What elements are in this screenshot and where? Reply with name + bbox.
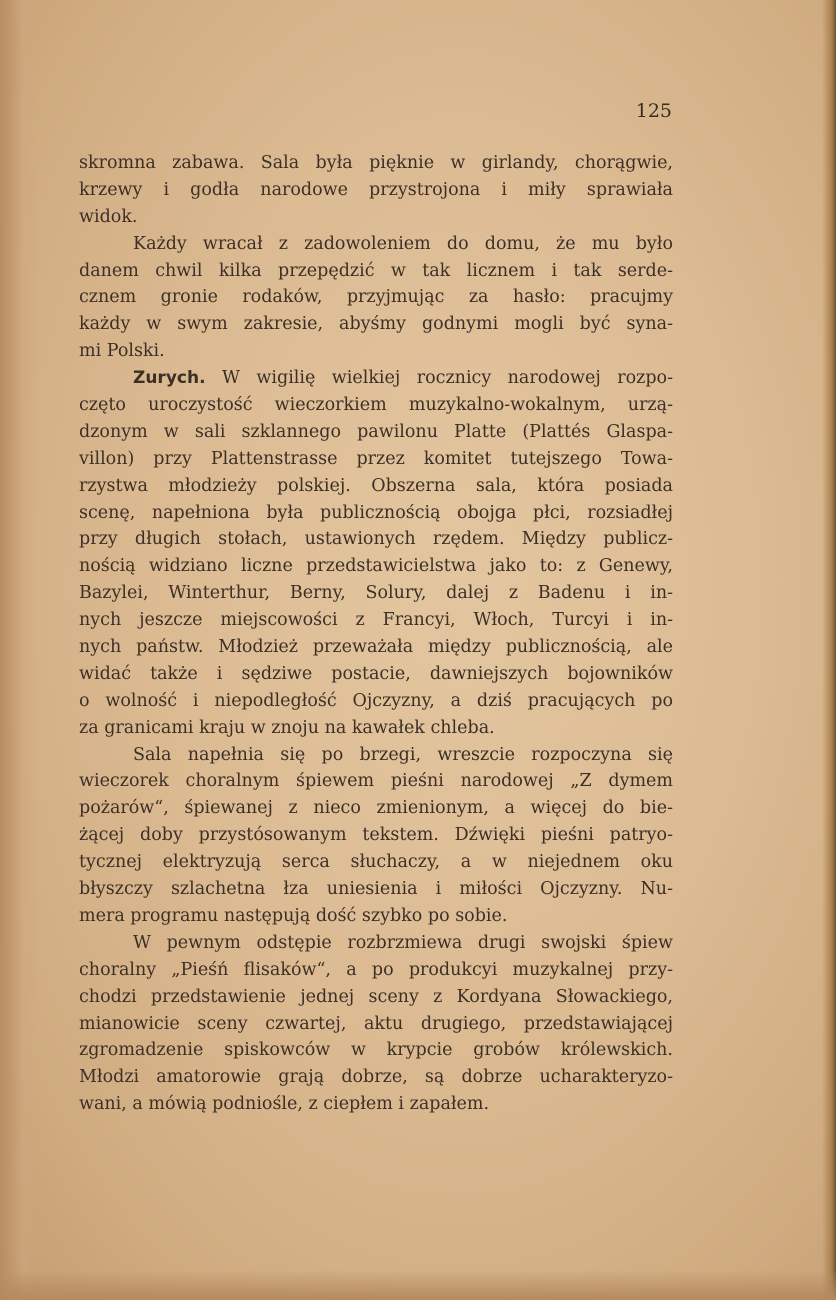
text-line: mianowicie sceny czwartej, aktu drugiego, przedstawiającej [79, 1013, 673, 1034]
text-line: W pewnym odstępie rozbrzmiewa drugi swojski śpiew [133, 932, 673, 953]
text-line: choralny „Pieśń flisaków“, a po produkcyi muzykalnej przy- [79, 959, 673, 980]
text-line: skromna zabawa. Sala była pięknie w girlandy, chorągwie, [79, 153, 673, 173]
text-line: o wolność i niepodległość Ojczyzny, a dziś pracujących po [79, 690, 673, 711]
section-heading-zurych: Zurych. [133, 368, 206, 389]
text-line: wieczorek choralnym śpiewem pieśni narodowej „Z dymem [79, 771, 673, 792]
text-line: za granicami kraju w znoju na kawałek chleba. [79, 717, 495, 738]
text-line: Bazylei, Winterthur, Berny, Solury, dalej z Badenu i in- [79, 583, 673, 604]
body-text [79, 150, 673, 1118]
text-line: rzystwa młodzieży polskiej. Obszerna sala, która posiada [79, 475, 673, 496]
text-line: villon) przy Plattenstrasse przez komitet tutejszego Towa- [79, 448, 673, 469]
text-line: krzewy i godła narodowe przystrojona i miły sprawiała [79, 179, 673, 200]
text-line: tycznej elektryzują serca słuchaczy, a w niejednem oku [79, 852, 673, 873]
text-line: Sala napełnia się po brzegi, wreszcie rozpoczyna się [133, 744, 673, 765]
page-right-edge [822, 0, 836, 1300]
text-line: widok. [79, 206, 138, 227]
page-bottom-edge [0, 1270, 836, 1300]
text-line [79, 365, 673, 392]
text-line: żącej doby przystósowanym tekstem. Dźwięki pieśni patryo- [79, 825, 673, 846]
text-line: dzonym w sali szklannego pawilonu Platte (Plattés Glaspa- [79, 421, 673, 442]
text-line: nych jeszcze miejscowości z Francyi, Włoch, Turcyi i in- [79, 610, 673, 631]
text-line-rest: W wigilię wielkiej rocznicy narodowej rozpo- [205, 368, 673, 389]
text-line: chodzi przedstawienie jednej sceny z Kordyana Słowackiego, [79, 986, 673, 1007]
text-line: pożarów“, śpiewanej z nieco zmienionym, a więcej do bie- [79, 798, 673, 819]
text-line: częto uroczystość wieczorkiem muzykalno-wokalnym, urzą- [79, 395, 673, 416]
text-line: Młodzi amatorowie grają dobrze, są dobrze ucharakteryzo- [79, 1067, 673, 1088]
text-line: scenę, napełniona była publicznością obojga płci, rozsiadłej [79, 502, 673, 523]
page-gutter-shadow [0, 0, 38, 1300]
text-line: mera programu następują dość szybko po sobie. [79, 905, 508, 926]
text-line: wani, a mówią podniośle, z ciepłem i zapałem. [79, 1094, 490, 1115]
text-line: danem chwil kilka przepędzić w tak licznem i tak serde- [79, 260, 673, 281]
text-line: zgromadzenie spiskowców w krypcie grobów królewskich. [79, 1040, 673, 1061]
text-line: błyszczy szlachetna łza uniesienia i miłości Ojczyzny. Nu- [79, 879, 673, 900]
text-line: nych państw. Młodzież przeważała między publicznością, ale [79, 637, 673, 658]
text-line: nością widziano liczne przedstawicielstwa jako to: z Genewy, [79, 556, 673, 577]
text-line: Każdy wracał z zadowoleniem do domu, że mu było [133, 233, 673, 254]
text-line: mi Polski. [79, 341, 165, 362]
text-line: przy długich stołach, ustawionych rzędem. Między publicz- [79, 529, 673, 550]
text-line: każdy w swym zakresie, abyśmy godnymi mogli być syna- [79, 314, 673, 335]
text-line: cznem gronie rodaków, przyjmując za hasło: pracujmy [79, 287, 673, 308]
text-line: widać także i sędziwe postacie, dawniejszych bojowników [79, 663, 673, 684]
page-number: 125 [635, 100, 672, 122]
